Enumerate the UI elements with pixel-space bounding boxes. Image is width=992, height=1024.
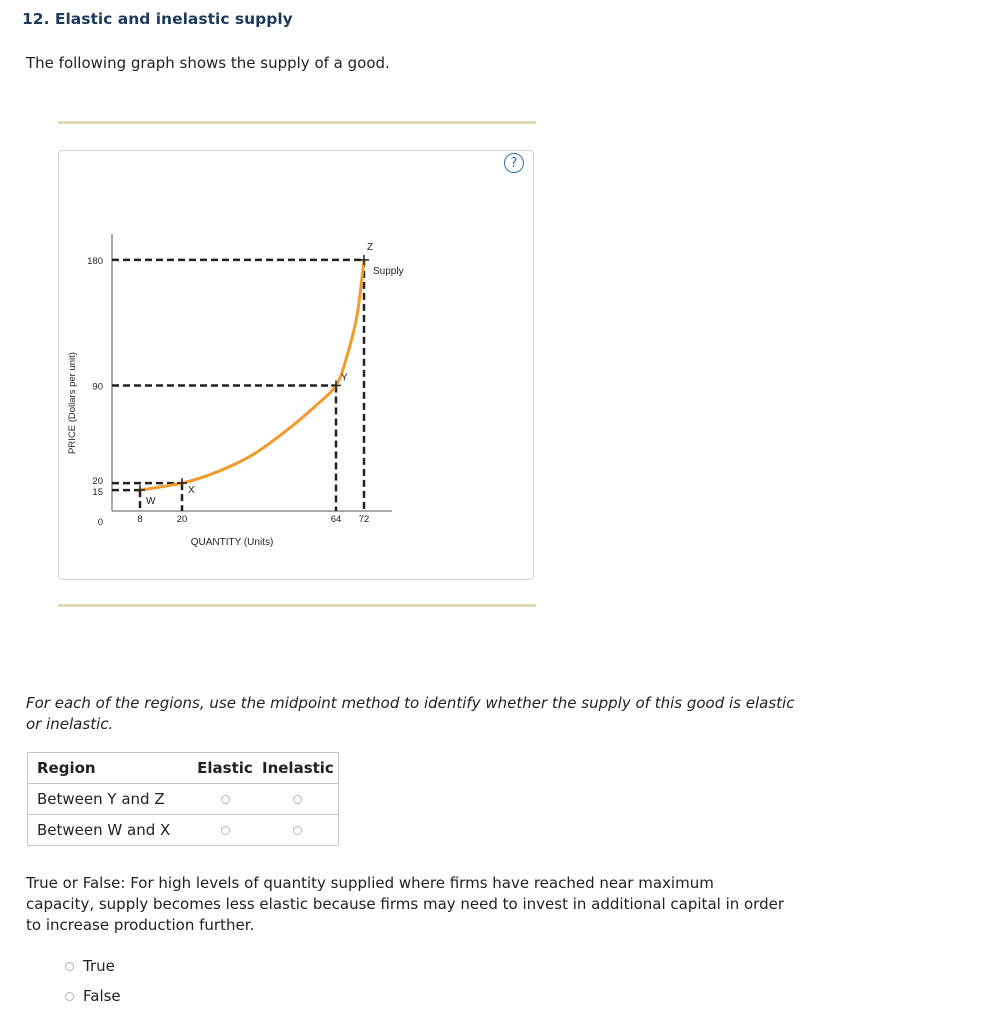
y-tick-label: 15 <box>92 487 103 499</box>
help-icon[interactable]: ? <box>504 153 524 173</box>
radio-yz-inelastic[interactable] <box>293 795 302 804</box>
x-tick-label: 64 <box>330 514 342 525</box>
x-tick-label: 72 <box>358 514 370 525</box>
radio-true[interactable] <box>65 962 74 971</box>
true-false-question: True or False: For high levels of quantity supplied where firms have reached near maximum capacity, supply becomes less elastic because firms may need to invest in additional capital in order to increase production further. <box>26 874 785 934</box>
point-label-x: X <box>188 485 195 497</box>
radio-yz-elastic[interactable] <box>221 795 230 804</box>
radio-false[interactable] <box>65 992 74 1001</box>
table-row <box>28 784 339 815</box>
point-label-y: Y <box>341 372 348 384</box>
supply-curve-label: Supply <box>373 265 404 277</box>
instruction-text: For each of the regions, use the midpoint method to identify whether the supply of this good is elastic or inelastic. <box>26 694 795 733</box>
supply-curve <box>140 260 364 490</box>
x-tick-label: 8 <box>137 514 143 525</box>
option-false[interactable] <box>65 987 121 1005</box>
x-tick-label: 20 <box>176 514 188 525</box>
region-label: Between Y and Z <box>28 784 193 815</box>
table-row <box>28 815 339 846</box>
header-elastic: Elastic <box>192 753 258 784</box>
table-header-row <box>28 753 339 784</box>
option-false-label: False <box>83 987 121 1005</box>
y-axis-title: PRICE (Dollars per unit) <box>67 352 78 454</box>
elasticity-table <box>27 752 339 846</box>
header-inelastic: Inelastic <box>258 753 338 784</box>
question-title: 12. Elastic and inelastic supply <box>22 10 293 28</box>
y-tick-label: 90 <box>92 381 103 393</box>
header-region: Region <box>28 753 193 784</box>
radio-wx-elastic[interactable] <box>221 826 230 835</box>
intro-text: The following graph shows the supply of a good. <box>26 54 390 72</box>
option-true[interactable] <box>65 957 115 975</box>
option-true-label: True <box>83 957 115 975</box>
point-label-z: Z <box>367 241 374 253</box>
point-label-w: W <box>146 496 156 508</box>
y-tick-label: 0 <box>97 517 103 528</box>
y-tick-label: 180 <box>87 255 103 267</box>
bottom-divider <box>58 604 536 607</box>
region-label: Between W and X <box>28 815 193 846</box>
y-tick-label: 20 <box>92 476 103 488</box>
x-axis-title: QUANTITY (Units) <box>190 537 274 548</box>
radio-wx-inelastic[interactable] <box>293 826 302 835</box>
